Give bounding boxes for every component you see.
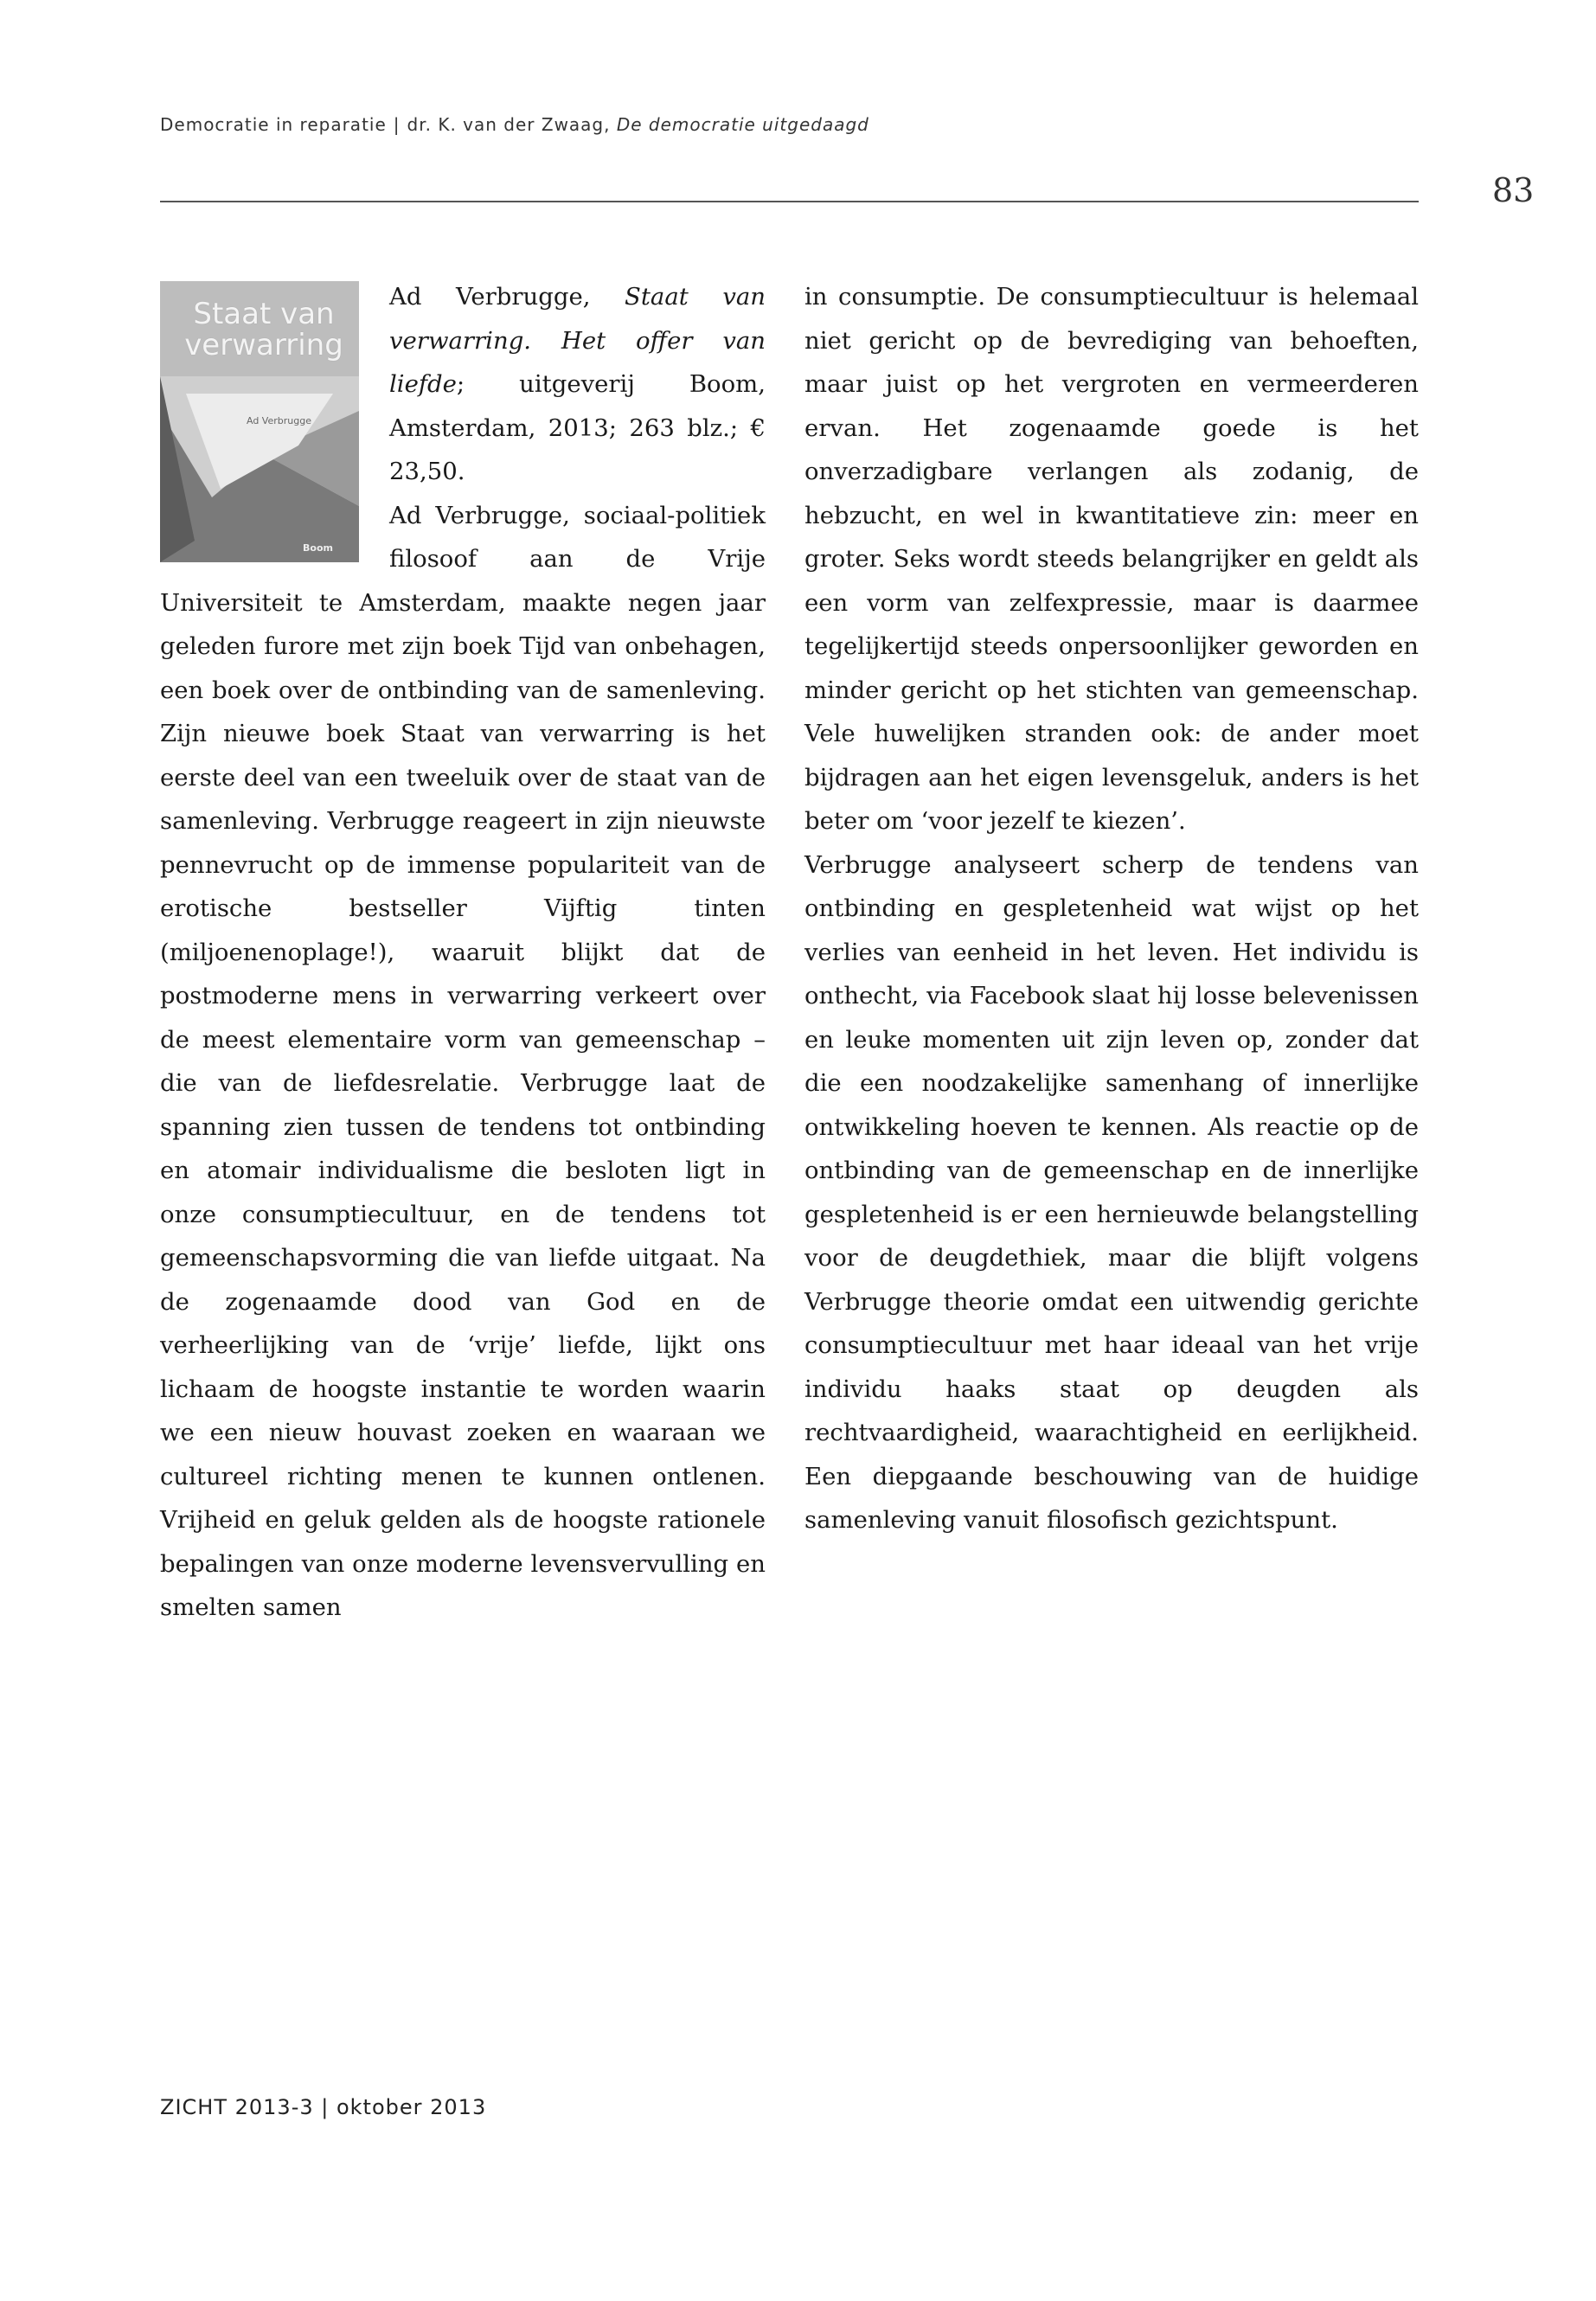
review-paragraph: Verbrugge analyseert scherp de tendens van ontbinding en gespletenheid wat wijst op het verlies van eenheid in het leven. Het individu is onthecht, via Facebook slaat hij losse belevenissen en leuke momenten uit zijn leven op, zonder dat die een noodzakelijke samenhang of innerlijke ontwikkeling hoeven te kennen. Als reactie op de ontbinding van de gemeenschap en de innerlijke gespletenheid is er een hernieuwde belangstelling voor de deugdethiek, maar die blijft volgens Verbrugge theorie omdat een uitwendig gerichte consumptiecultuur met haar ideaal van het vrije individu haaks staat op deugden als rechtvaardigheid, waarachtigheid en eerlijkheid. Een diepgaande beschouwing van de huidige samenleving vanuit filosofisch gezichtspunt.: [804, 850, 1419, 1534]
page-footer: ZICHT 2013-3 | oktober 2013: [160, 2095, 487, 2119]
citation-title: Staat van verwarring. Het offer van liefde: [389, 283, 766, 398]
cover-wrap-space: [160, 275, 389, 569]
header-section: Democratie in reparatie: [160, 114, 387, 135]
cover-author: Ad Verbrugge: [247, 415, 311, 426]
header-rule: [160, 201, 1419, 202]
left-column: [160, 275, 766, 1630]
page-number: 83: [1492, 171, 1535, 209]
citation-author: Ad Verbrugge,: [389, 283, 625, 311]
header-separator: |: [393, 114, 401, 135]
running-header: [160, 114, 869, 135]
review-paragraph: in consumptie. De consumptiecultuur is helemaal niet gericht op de bevrediging van behoeften, maar juist op het vergroten en vermeerderen ervan. Het zogenaamde goede is het onverzadigbare verlangen als zodanig, de hebzucht, en wel in kwantitatieve zin: meer en groter. Seks wordt steeds belangrijker en geldt als een vorm van zelfexpressie, maar is daarmee tegelijkertijd steeds onpersoonlijker geworden en minder gericht op het stichten van gemeenschap. Vele huwelijken stranden ook: de ander moet bijdragen aan het eigen levensgeluk, anders is het beter om ‘voor jezelf te kiezen’.: [804, 283, 1419, 835]
review-paragraph: Ad Verbrugge, sociaal-politiek filosoof aan de Vrije Universiteit te Amsterdam, maakte negen jaar geleden furore met zijn boek Tijd van onbehagen, een boek over de ontbinding van de samenleving. Zijn nieuwe boek Staat van verwarring is het eerste deel van een tweeluik over de staat van de samenleving. Verbrugge reageert in zijn nieuwste pennevrucht op de immense populariteit van de erotische bestseller Vijftig tinten (miljoenenoplage!), waaruit blijkt dat de postmoderne mens in verwarring verkeert over de meest elementaire vorm van gemeenschap – die van de liefdesrelatie. Verbrugge laat de spanning zien tussen de tendens tot ontbinding en atomair individualisme die besloten ligt in onze consumptiecultuur, en de tendens tot gemeenschapsvorming die van liefde uitgaat. Na de zogenaamde dood van God en de verheerlijking van de ‘vrije’ liefde, lijkt ons lichaam de hoogste instantie te worden waarin we een nieuw houvast zoeken en waaraan we cultureel richting menen te kunnen ontlenen. Vrijheid en geluk gelden als de hoogste rationele bepalingen van onze moderne levensvervulling en smelten samen: [160, 501, 766, 1621]
header-author: dr. K. van der Zwaag,: [407, 114, 611, 135]
header-title: De democratie uitgedaagd: [616, 114, 869, 135]
cover-title: Staat van verwarring: [184, 297, 343, 362]
right-column: [804, 275, 1419, 1542]
citation-details: ; uitgeverij Boom, Amsterdam, 2013; 263 blz.; € 23,50.: [389, 370, 766, 485]
cover-publisher: Boom: [303, 542, 333, 554]
